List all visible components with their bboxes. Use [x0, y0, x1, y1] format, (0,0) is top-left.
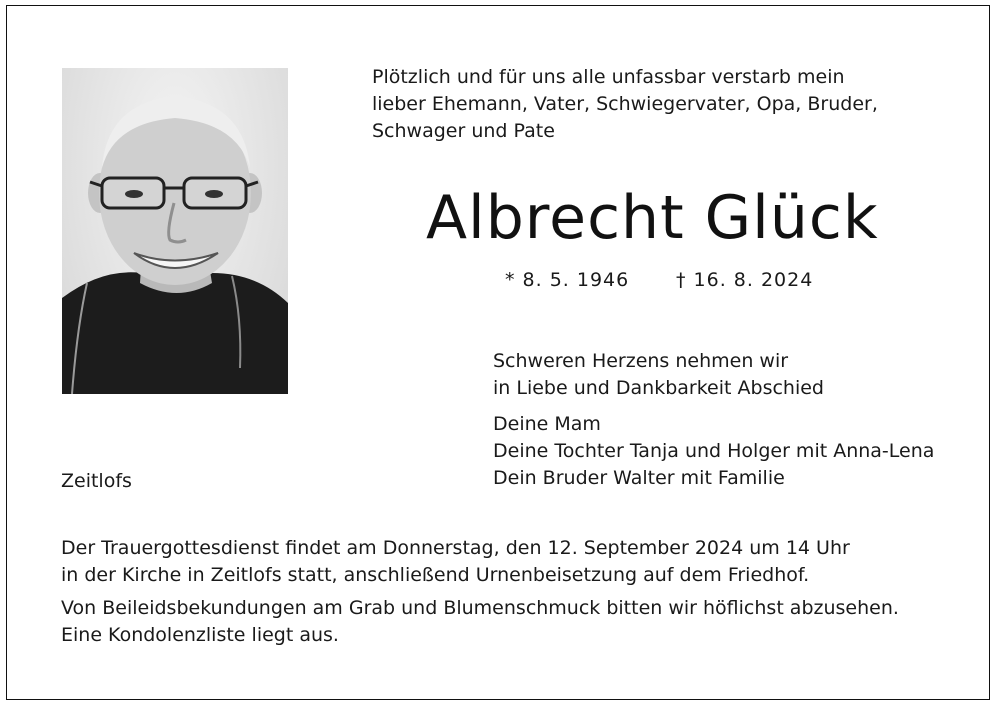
family-line: Dein Bruder Walter mit Familie — [493, 467, 785, 489]
intro-text — [372, 64, 878, 145]
intro-line: lieber Ehemann, Vater, Schwiegervater, Opa, Bruder, — [372, 93, 878, 115]
family-line: Deine Tochter Tanja und Holger mit Anna-Lena — [493, 440, 935, 462]
notice-line: Von Beileidsbekundungen am Grab und Blumenschmuck bitten wir höflichst abzusehen. — [61, 597, 899, 619]
birth-date: * 8. 5. 1946 — [505, 269, 630, 291]
service-line: in der Kirche in Zeitlofs statt, anschließend Urnenbeisetzung auf dem Friedhof. — [61, 564, 810, 586]
family-signatures — [493, 411, 934, 492]
portrait-photo — [62, 68, 288, 394]
service-info — [61, 535, 850, 589]
mourning-text — [493, 348, 824, 402]
mourning-line: Schweren Herzens nehmen wir — [493, 350, 789, 372]
notice-line: Eine Kondolenzliste liegt aus. — [61, 624, 339, 646]
mourning-line: in Liebe und Dankbarkeit Abschied — [493, 377, 824, 399]
family-line: Deine Mam — [493, 413, 601, 435]
service-line: Der Trauergottesdienst findet am Donnerstag, den 12. September 2024 um 14 Uhr — [61, 537, 850, 559]
condolence-notice — [61, 595, 899, 649]
intro-line: Schwager und Pate — [372, 120, 555, 142]
portrait-illustration — [62, 68, 288, 394]
place-name: Zeitlofs — [61, 470, 132, 492]
intro-line: Plötzlich und für uns alle unfassbar verstarb mein — [372, 66, 845, 88]
death-date: † 16. 8. 2024 — [676, 269, 814, 291]
deceased-name: Albrecht Glück — [426, 183, 879, 253]
